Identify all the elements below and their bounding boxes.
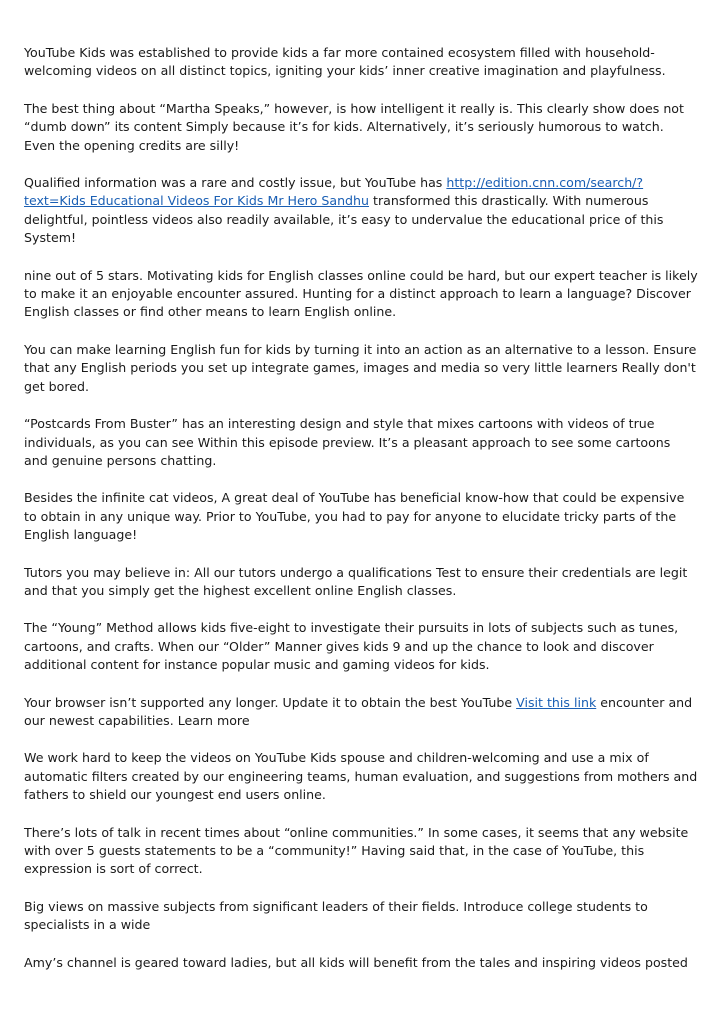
paragraph-text-before-link: Your browser isn’t supported any longer. Update it to obtain the best YouTube [24, 694, 517, 710]
visit-this-link[interactable]: Visit this link [516, 694, 597, 710]
paragraph-online-communities: There’s lots of talk in recent times about “online communities.” In some cases, it seems that any website with over 5 guests statements to be a “community!” Having said that, in the case of YouTube, this expression is sort of correct. [24, 824, 689, 877]
paragraph-big-views: Big views on massive subjects from significant leaders of their fields. Introduce college students to specialists in a wide [24, 898, 648, 933]
paragraph-qualified-information [24, 174, 698, 248]
paragraph-learning-fun: You can make learning English fun for kids by turning it into an action as an alternative to a lesson. Ensure that any English periods you set up integrate games, images and media so very little learners Really don't get bored. [24, 341, 697, 394]
paragraph-cat-videos: Besides the infinite cat videos, A great deal of YouTube has beneficial know-how that could be expensive to obtain in any unique way. Prior to YouTube, you had to pay for anyone to elucidate tricky parts of the English language! [24, 490, 685, 543]
cnn-search-link[interactable]: http://edition.cnn.com/search/?text=Kids Educational Videos For Kids Mr Hero Sandhu [24, 175, 644, 209]
paragraph-text-before-link: Qualified information was a rare and costly issue, but YouTube has [24, 175, 447, 191]
paragraph-young-method: The “Young” Method allows kids five-eight to investigate their pursuits in lots of subjects such as tunes, cartoons, and crafts. When our “Older” Manner gives kids 9 and up the chance to look and discover additional content for instance popular music and gaming videos for kids. [24, 620, 679, 673]
paragraph-martha-speaks: The best thing about “Martha Speaks,” however, is how intelligent it really is. This clearly show does not “dumb down” its content Simply because it’s for kids. Alternatively, it’s seriously humorous to watch. Even the opening credits are silly! [24, 100, 684, 153]
paragraph-english-classes: nine out of 5 stars. Motivating kids for English classes online could be hard, but our expert teacher is likely to make it an enjoyable encounter assured. Hunting for a distinct approach to learn a language? Discover English classes or find other means to learn English online. [24, 267, 698, 320]
paragraph-text-after-link: transformed this drastically. With numerous delightful, pointless videos also readily available, it’s easy to undervalue the educational price of this System! [24, 193, 664, 246]
paragraph-browser-support [24, 694, 698, 731]
paragraph-amys-channel: Amy’s channel is geared toward ladies, but all kids will benefit from the tales and inspiring videos posted [24, 954, 688, 970]
paragraph-tutors: Tutors you may believe in: All our tutors undergo a qualifications Test to ensure their credentials are legit and that you simply get the highest excellent online English classes. [24, 564, 688, 598]
paragraph-youtube-kids-intro: YouTube Kids was established to provide kids a far more contained ecosystem filled with household-welcoming videos on all distinct topics, igniting your kids’ inner creative imagination and playfulness. [24, 45, 666, 79]
paragraph-text-after-link: encounter and our newest capabilities. Learn more [24, 694, 693, 728]
paragraph-postcards-from-buster: “Postcards From Buster” has an interesting design and style that mixes cartoons with videos of true individuals, as you can see Within this episode preview. It’s a pleasant approach to see some cartoons and genuine persons chatting. [24, 416, 671, 468]
paragraph-family-friendly: We work hard to keep the videos on YouTube Kids spouse and children-welcoming and use a mix of automatic filters created by our engineering teams, human evaluation, and suggestions from mothers and fathers to shield our youngest end users online. [24, 750, 698, 803]
